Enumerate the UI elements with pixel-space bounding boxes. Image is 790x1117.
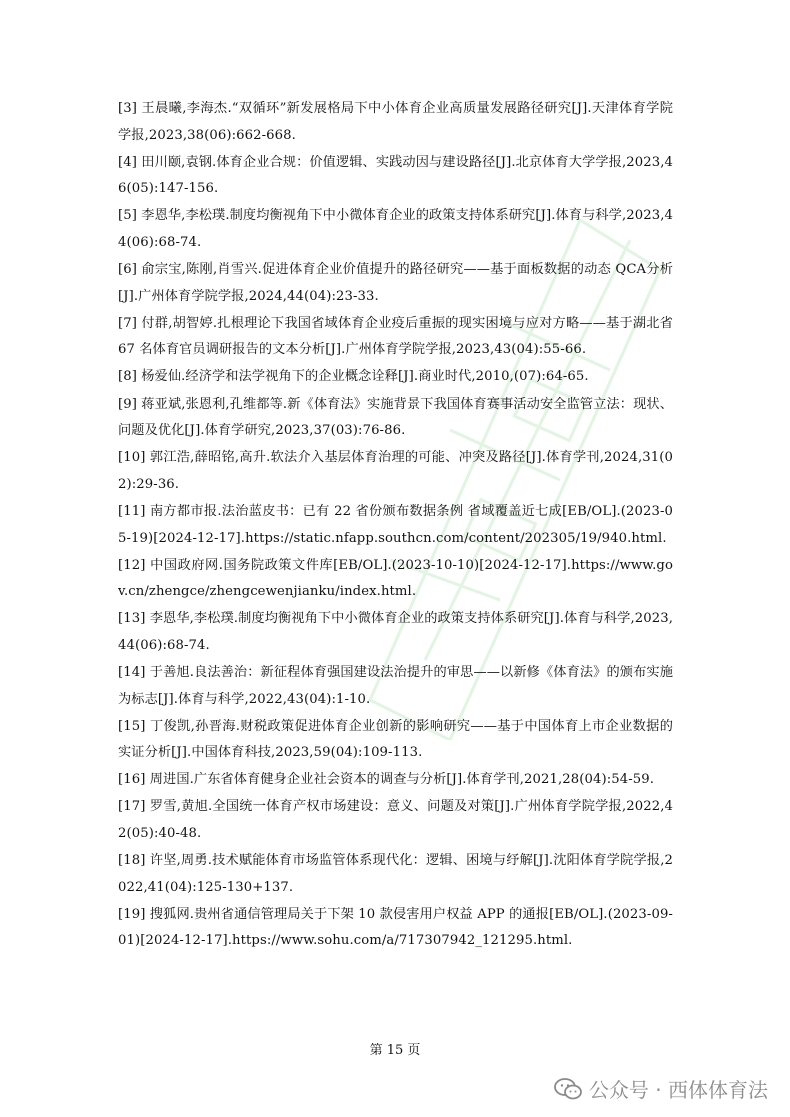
wechat-account-footer <box>553 1074 768 1103</box>
reference-item: [11] 南方都市报.法治蓝皮书：已有 22 省份颁布数据条例 省域覆盖近七成[EB/OL].(2023-05-19)[2024-12-17].https://static.nfapp.southcn.com/content/202305/19/940.html. <box>118 503 673 546</box>
wechat-account-label: 公众号 · 西体体育法 <box>588 1078 768 1102</box>
reference-item: [8] 杨爱仙.经济学和法学视角下的企业概念诠释[J].商业时代,2010,(07):64-65. <box>118 369 589 385</box>
reference-item: [12] 中国政府网.国务院政策文件库[EB/OL].(2023-10-10)[2024-12-17].https://www.gov.cn/zhengce/zhengcewenjianku/index.html. <box>118 557 673 600</box>
page-number: 第 15 页 <box>369 1043 421 1058</box>
reference-item: [5] 李恩华,李松璞.制度均衡视角下中小微体育企业的政策支持体系研究[J].体育与科学,2023,44(06):68-74. <box>118 208 673 250</box>
reference-item: [18] 许坚,周勇.技术赋能体育市场监管体系现代化：逻辑、困境与纾解[J].沈阳体育学院学报,2022,41(04):125-130+137. <box>118 853 673 895</box>
reference-item: [15] 丁俊凯,孙晋海.财税政策促进体育企业创新的影响研究——基于中国体育上市企业数据的实证分析[J].中国体育科技,2023,59(04):109-113. <box>118 718 673 761</box>
reference-item: [3] 王晨曦,李海杰.“双循环”新发展格局下中小体育企业高质量发展路径研究[J].天津体育学院学报,2023,38(06):662-668. <box>118 101 673 143</box>
reference-item: [6] 俞宗宝,陈刚,肖雪兴.促进体育企业价值提升的路径研究——基于面板数据的动态 QCA分析[J].广州体育学院学报,2024,44(04):23-33. <box>118 262 673 304</box>
wechat-icon <box>553 1076 583 1102</box>
reference-item: [17] 罗雪,黄旭.全国统一体育产权市场建设：意义、问题及对策[J].广州体育学院学报,2022,42(05):40-48. <box>118 799 673 842</box>
reference-list <box>118 96 673 956</box>
reference-item: [16] 周进国.广东省体育健身企业社会资本的调查与分析[J].体育学刊,2021,28(04):54-59. <box>118 772 655 788</box>
reference-item: [4] 田川颐,袁钢.体育企业合规：价值逻辑、实践动因与建设路径[J].北京体育大学学报,2023,46(05):147-156. <box>118 154 673 197</box>
reference-item: [10] 郭江浩,薛昭铭,高升.软法介入基层体育治理的可能、冲突及路径[J].体育学刊,2024,31(02):29-36. <box>118 450 673 492</box>
reference-item: [19] 搜狐网.贵州省通信管理局关于下架 10 款侵害用户权益 APP 的通报[EB/OL].(2023-09-01)[2024-12-17].https://www.sohu.com/a/717307942_121295.html. <box>118 906 673 949</box>
reference-item: [9] 蒋亚斌,张恩利,孔维都等.新《体育法》实施背景下我国体育赛事活动安全监管立法：现状、问题及优化[J].体育学研究,2023,37(03):76-86. <box>118 396 673 439</box>
reference-item: [14] 于善旭.良法善治：新征程体育强国建设法治提升的审思——以新修《体育法》的颁布实施为标志[J].体育与科学,2022,43(04):1-10. <box>118 664 673 707</box>
reference-item: [13] 李恩华,李松璞.制度均衡视角下中小微体育企业的政策支持体系研究[J].体育与科学,2023,44(06):68-74. <box>118 611 673 653</box>
reference-item: [7] 付群,胡智婷.扎根理论下我国省域体育企业疫后重振的现实困境与应对方略——基于湖北省 67 名体育官员调研报告的文本分析[J].广州体育学院学报,2023,43(04):55-66. <box>118 315 673 358</box>
